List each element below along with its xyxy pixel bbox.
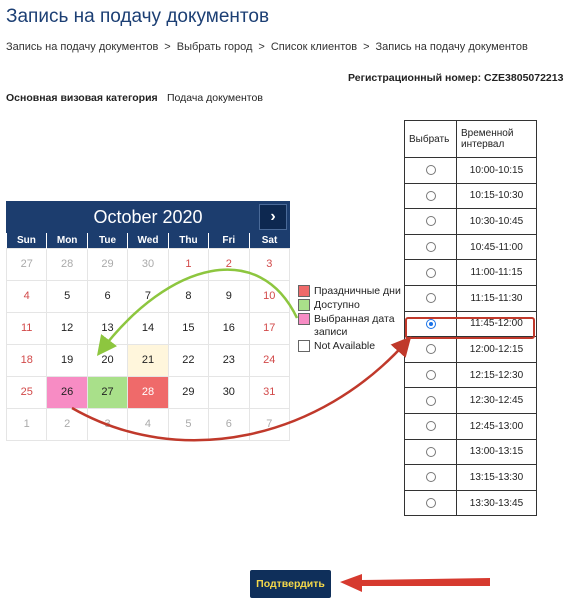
calendar-header [6, 201, 290, 233]
calendar-day: 1 [7, 408, 47, 440]
calendar-day-selected[interactable]: 26 [47, 376, 87, 408]
slot-radio-cell [405, 234, 457, 260]
calendar-day: 18 [7, 344, 47, 376]
calendar-day: 16 [209, 312, 249, 344]
time-slot-row[interactable] [405, 362, 537, 388]
slot-time: 12:15-12:30 [457, 362, 537, 388]
slot-time: 12:00-12:15 [457, 337, 537, 363]
slot-radio[interactable] [426, 344, 436, 354]
breadcrumb-item[interactable]: Запись на подачу документов [6, 41, 159, 53]
calendar-week [7, 312, 290, 344]
slot-radio-cell [405, 260, 457, 286]
slot-radio-cell [405, 413, 457, 439]
legend-label: Праздничные дни [314, 285, 401, 297]
weekday-header: Thu [168, 233, 208, 248]
slot-time: 11:15-11:30 [457, 285, 537, 311]
slot-radio[interactable] [426, 447, 436, 457]
calendar-day: 28 [47, 248, 87, 280]
calendar-week [7, 376, 290, 408]
slot-time: 12:45-13:00 [457, 413, 537, 439]
registration-number: Регистрационный номер: CZE3805072213 [348, 72, 564, 84]
time-slot-row[interactable] [405, 234, 537, 260]
slot-time: 12:30-12:45 [457, 388, 537, 414]
slot-radio-cell [405, 490, 457, 516]
time-slot-row[interactable] [405, 260, 537, 286]
calendar-day: 17 [249, 312, 289, 344]
calendar-day: 19 [47, 344, 87, 376]
slot-radio[interactable] [426, 421, 436, 431]
confirm-button[interactable]: Подтвердить [250, 570, 331, 598]
calendar-day: 22 [168, 344, 208, 376]
weekday-header: Sun [7, 233, 47, 248]
time-slot-row[interactable] [405, 388, 537, 414]
slot-radio-cell [405, 183, 457, 209]
slot-radio[interactable] [426, 216, 436, 226]
slot-radio[interactable] [426, 191, 436, 201]
time-slot-table [404, 120, 537, 516]
legend-label: Выбранная дата записи [314, 313, 395, 338]
time-slot-row[interactable] [405, 439, 537, 465]
weekday-header: Mon [47, 233, 87, 248]
legend-swatch [298, 313, 310, 325]
legend-swatch [298, 285, 310, 297]
chevron-right-icon[interactable]: › [259, 204, 287, 230]
calendar-week [7, 280, 290, 312]
calendar-day: 23 [209, 344, 249, 376]
calendar-grid [6, 233, 290, 441]
time-slot-row[interactable] [405, 413, 537, 439]
slot-radio[interactable] [426, 319, 436, 329]
weekday-header: Tue [87, 233, 127, 248]
calendar-day: 20 [87, 344, 127, 376]
legend-item-not-available [298, 340, 404, 353]
time-slot-row[interactable] [405, 465, 537, 491]
calendar-day: 9 [209, 280, 249, 312]
calendar-day-holiday: 28 [128, 376, 168, 408]
calendar-day: 2 [209, 248, 249, 280]
legend-label: Доступно [314, 299, 360, 311]
calendar-day: 27 [7, 248, 47, 280]
slot-header-select: Выбрать [405, 121, 457, 158]
annotation-arrow-red-confirm [340, 574, 490, 592]
calendar-day: 12 [47, 312, 87, 344]
breadcrumb-separator: > [164, 41, 171, 53]
slot-radio-cell [405, 388, 457, 414]
slot-time: 10:30-10:45 [457, 209, 537, 235]
legend-item-available [298, 299, 404, 312]
weekday-header: Sat [249, 233, 289, 248]
time-slot-row[interactable] [405, 285, 537, 311]
calendar-day: 2 [47, 408, 87, 440]
slot-radio-cell [405, 158, 457, 184]
slot-header-time: Временной интервал [457, 121, 537, 158]
legend-label: Not Available [314, 340, 376, 352]
slot-radio-cell [405, 439, 457, 465]
slot-time: 10:15-10:30 [457, 183, 537, 209]
calendar-day-today: 21 [128, 344, 168, 376]
slot-time: 10:00-10:15 [457, 158, 537, 184]
calendar-day: 7 [128, 280, 168, 312]
slot-time: 13:00-13:15 [457, 439, 537, 465]
calendar-week [7, 344, 290, 376]
slot-radio[interactable] [426, 165, 436, 175]
legend-swatch [298, 340, 310, 352]
calendar-day: 29 [168, 376, 208, 408]
page-title: Запись на подачу документов [6, 6, 270, 27]
slot-radio-cell [405, 285, 457, 311]
slot-time: 13:15-13:30 [457, 465, 537, 491]
weekday-header: Fri [209, 233, 249, 248]
slot-radio-cell [405, 209, 457, 235]
calendar-day: 25 [7, 376, 47, 408]
slot-time: 11:00-11:15 [457, 260, 537, 286]
calendar-day: 3 [249, 248, 289, 280]
breadcrumb [6, 41, 528, 53]
time-slot-row[interactable] [405, 311, 537, 337]
weekday-header: Wed [128, 233, 168, 248]
time-slot-row[interactable] [405, 158, 537, 184]
calendar-day: 15 [168, 312, 208, 344]
calendar-day: 30 [128, 248, 168, 280]
legend-swatch [298, 299, 310, 311]
calendar-day: 4 [7, 280, 47, 312]
breadcrumb-item: Запись на подачу документов [375, 41, 528, 53]
calendar-day: 8 [168, 280, 208, 312]
breadcrumb-separator: > [363, 41, 370, 53]
slot-time: 10:45-11:00 [457, 234, 537, 260]
time-slot-row[interactable] [405, 337, 537, 363]
calendar-day: 6 [87, 280, 127, 312]
calendar [6, 201, 290, 441]
calendar-day: 10 [249, 280, 289, 312]
time-slot-row[interactable] [405, 490, 537, 516]
legend-item-selected [298, 313, 404, 339]
calendar-day: 5 [168, 408, 208, 440]
slot-radio[interactable] [426, 268, 436, 278]
slot-radio[interactable] [426, 293, 436, 303]
calendar-day: 6 [209, 408, 249, 440]
legend-item-holidays [298, 285, 404, 298]
slot-radio[interactable] [426, 370, 436, 380]
calendar-legend [298, 285, 404, 354]
slot-radio[interactable] [426, 396, 436, 406]
calendar-day: 31 [249, 376, 289, 408]
breadcrumb-item[interactable]: Выбрать город [176, 41, 253, 53]
calendar-day: 24 [249, 344, 289, 376]
calendar-day: 7 [249, 408, 289, 440]
time-slot-row[interactable] [405, 209, 537, 235]
calendar-day: 29 [87, 248, 127, 280]
breadcrumb-item[interactable]: Список клиентов [270, 41, 358, 53]
calendar-week [7, 248, 290, 280]
slot-radio-cell [405, 465, 457, 491]
calendar-day: 11 [7, 312, 47, 344]
calendar-day: 5 [47, 280, 87, 312]
visa-category-label: Основная визовая категория [6, 92, 158, 104]
calendar-day: 4 [128, 408, 168, 440]
slot-radio-cell [405, 311, 457, 337]
slot-radio[interactable] [426, 472, 436, 482]
slot-time: 11:45-12:00 [457, 311, 537, 337]
slot-radio-cell [405, 362, 457, 388]
calendar-month-title: October 2020 [93, 206, 203, 227]
calendar-day: 30 [209, 376, 249, 408]
calendar-day: 14 [128, 312, 168, 344]
slot-time: 13:30-13:45 [457, 490, 537, 516]
calendar-day-available[interactable]: 27 [87, 376, 127, 408]
visa-category-value: Подача документов [167, 92, 263, 104]
slot-radio-cell [405, 337, 457, 363]
calendar-week [7, 408, 290, 440]
slot-radio[interactable] [426, 498, 436, 508]
time-slot-row[interactable] [405, 183, 537, 209]
slot-radio[interactable] [426, 242, 436, 252]
breadcrumb-separator: > [258, 41, 265, 53]
calendar-day: 3 [87, 408, 127, 440]
calendar-day: 13 [87, 312, 127, 344]
calendar-day: 1 [168, 248, 208, 280]
